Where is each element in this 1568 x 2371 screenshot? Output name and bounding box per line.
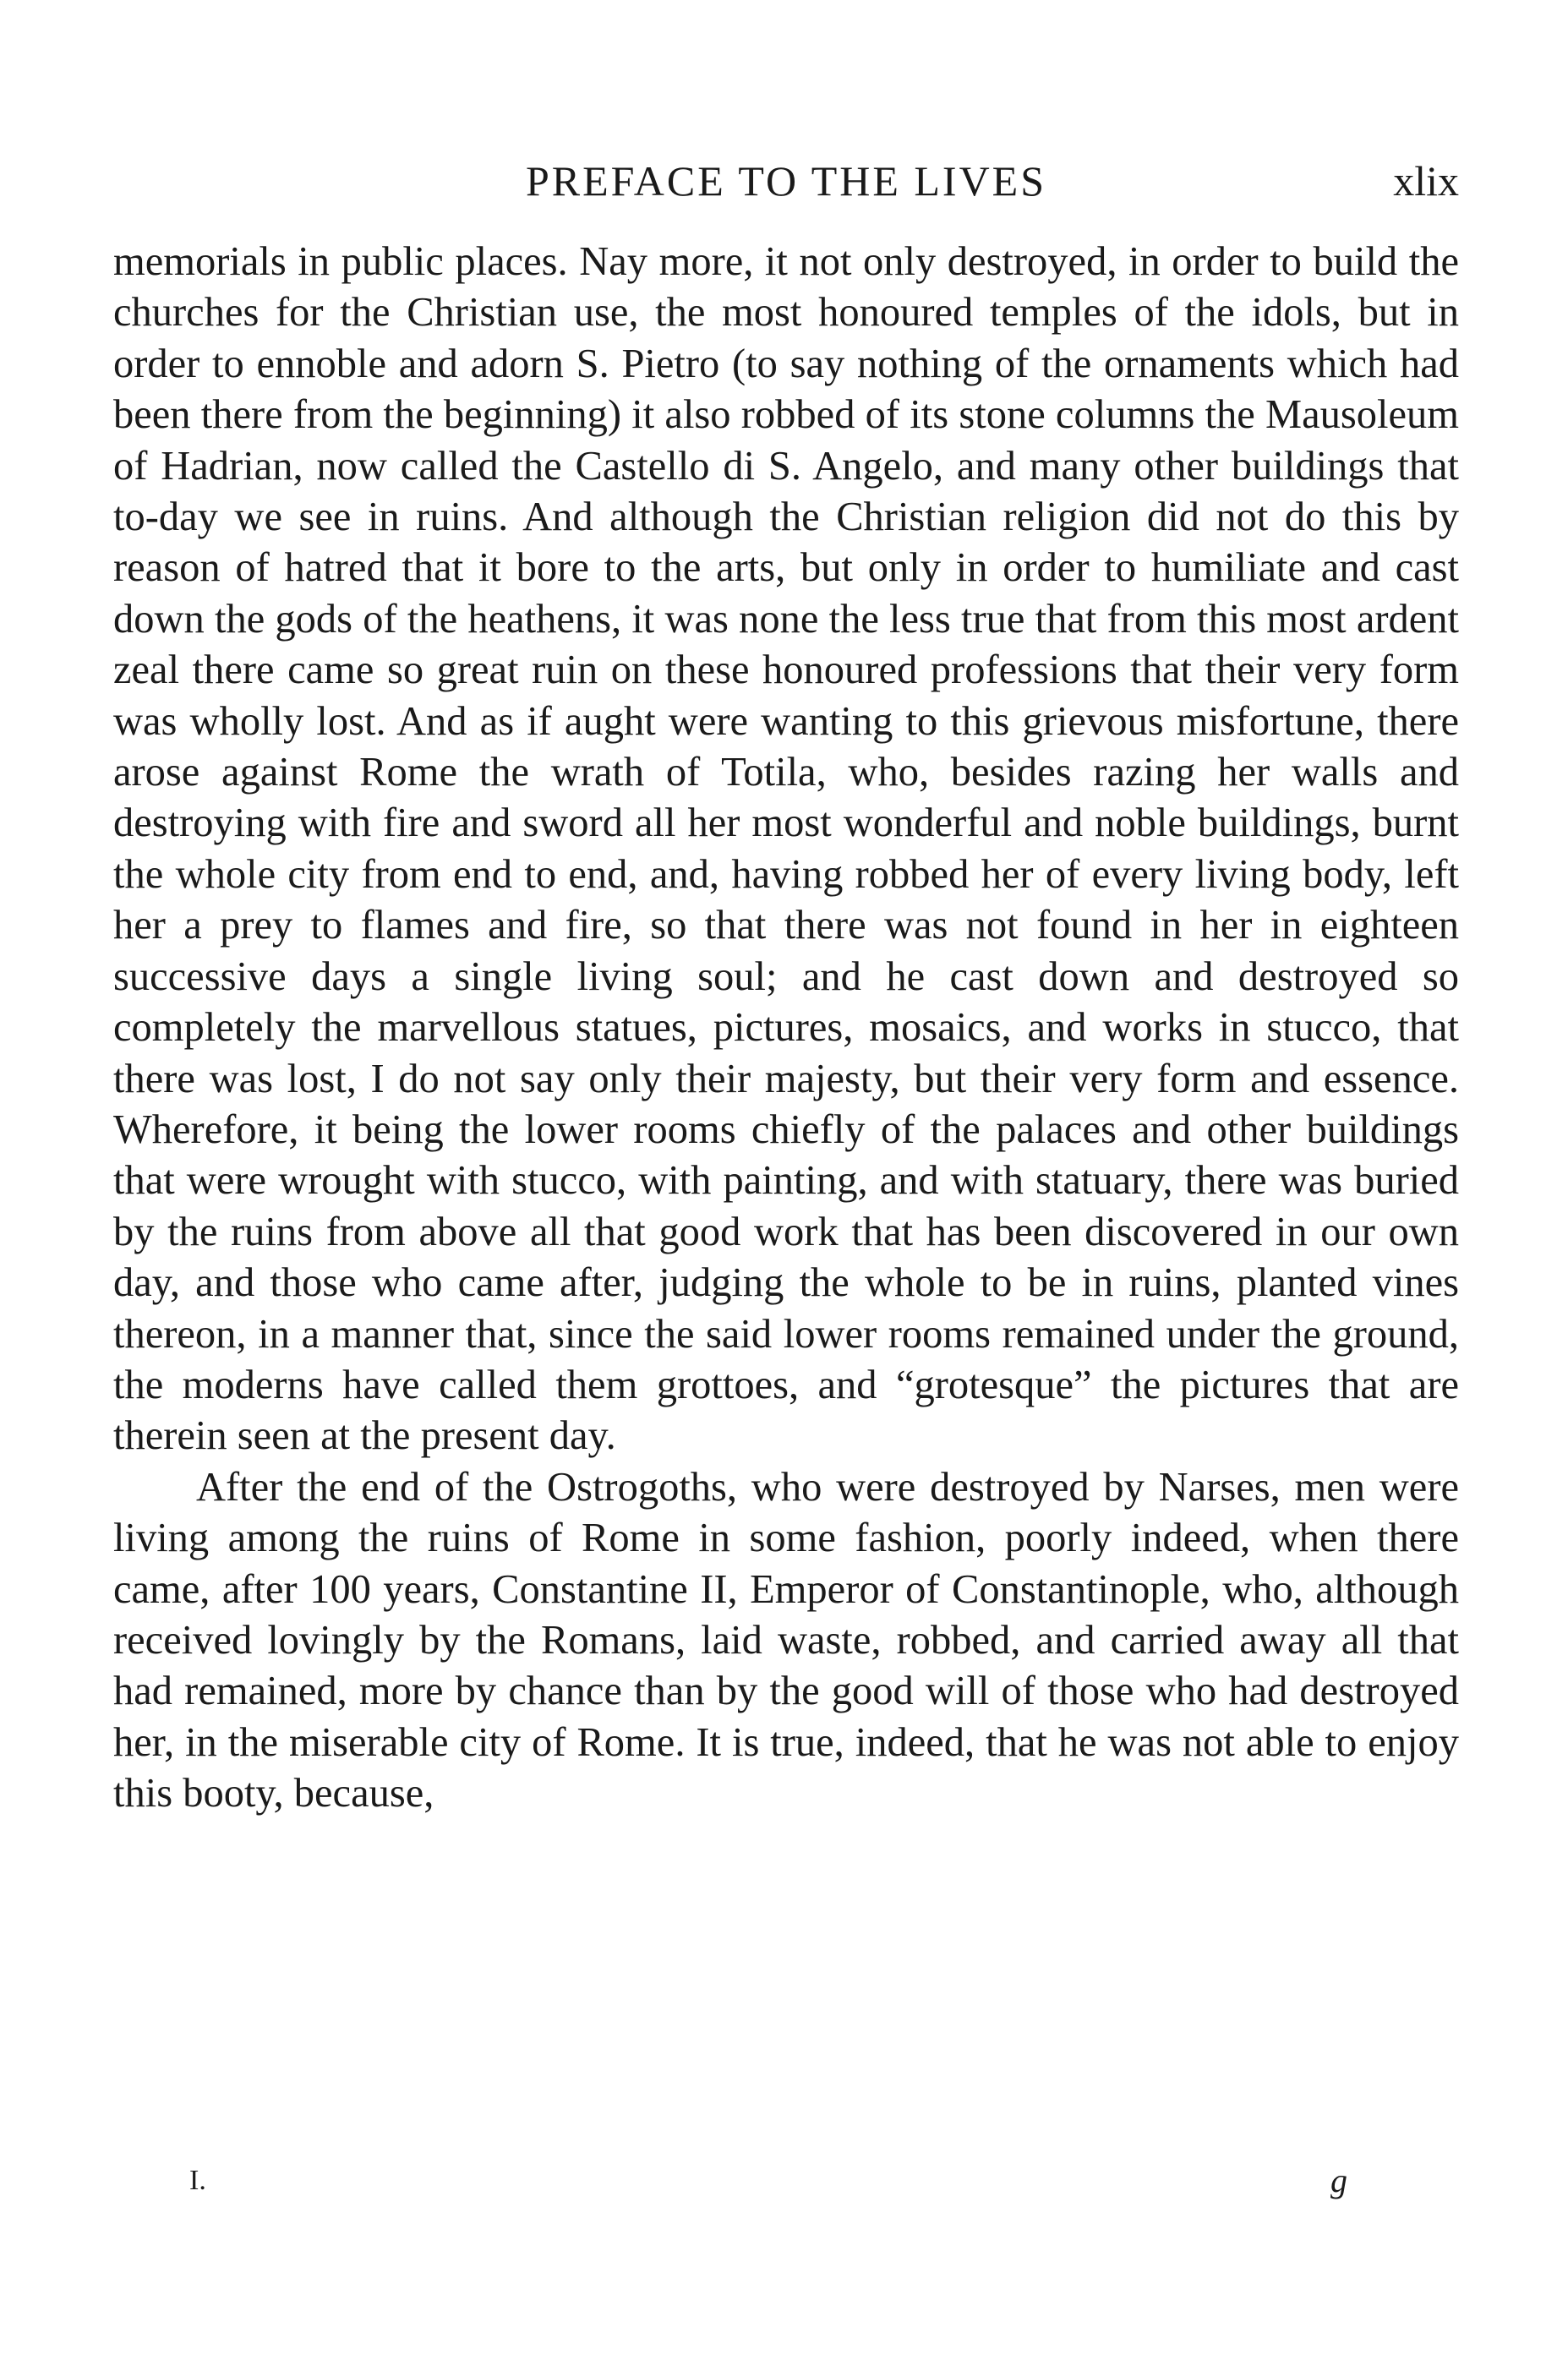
running-title: PREFACE TO THE LIVES [525, 157, 1047, 205]
body-text [113, 237, 1459, 1820]
page-footer [113, 2157, 1459, 2204]
running-head [113, 150, 1459, 211]
paragraph-continued: memorials in public places. Nay more, it not only destroyed, in order to build the churches for the Christian use, the most honoured temples of the idols, but in order to ennoble and adorn S. Pietro (to say nothing of the ornaments which had been there from the beginning) it also robbed of its stone columns the Mausoleum of Hadrian, now called the Castello di S. Angelo, and many other buildings that to-day we see in ruins. And although the Christian religion did not do this by reason of hatred that it bore to the arts, but only in order to humiliate and cast down the gods of the heathens, it was none the less true that from this most ardent zeal there came so great ruin on these honoured professions that their very form was wholly lost. And as if aught were wanting to this grievous misfortune, there arose against Rome the wrath of Totila, who, besides razing her walls and destroying with fire and sword all her most wonderful and noble buildings, burnt the whole city from end to end, and, having robbed her of every living body, left her a prey to flames and fire, so that there was not found in her in eighteen successive days a single living soul; and he cast down and destroyed so completely the marvellous statues, pictures, mosaics, and works in stucco, that there was lost, I do not say only their majesty, but their very form and essence. Wherefore, it being the lower rooms chiefly of the palaces and other buildings that were wrought with stucco, with painting, and with statuary, there was buried by the ruins from above all that good work that has been discovered in our own day, and those who came after, judging the whole to be in ruins, planted vines thereon, in a manner that, since the said lower rooms remained under the ground, the moderns have called them grottoes, and “grotesque” the pictures that are therein seen at the present day. [113, 239, 1459, 1459]
signature-number: I. [189, 2165, 206, 2196]
page-number: xlix [1393, 157, 1459, 205]
paragraph-ostrogoths: After the end of the Ostrogoths, who were destroyed by Narses, men were living among the ruins of Rome in some fashion, poorly indeed, when there came, after 100 years, Constantine II, Emperor of Constantinople, who, although received lovingly by the Romans, laid waste, robbed, and carried away all that had remained, more by chance than by the good will of those who had destroyed her, in the miserable city of Rome. It is true, indeed, that he was not able to enjoy this booty, because, [113, 1464, 1459, 1816]
signature-letter: g [1330, 2161, 1347, 2199]
